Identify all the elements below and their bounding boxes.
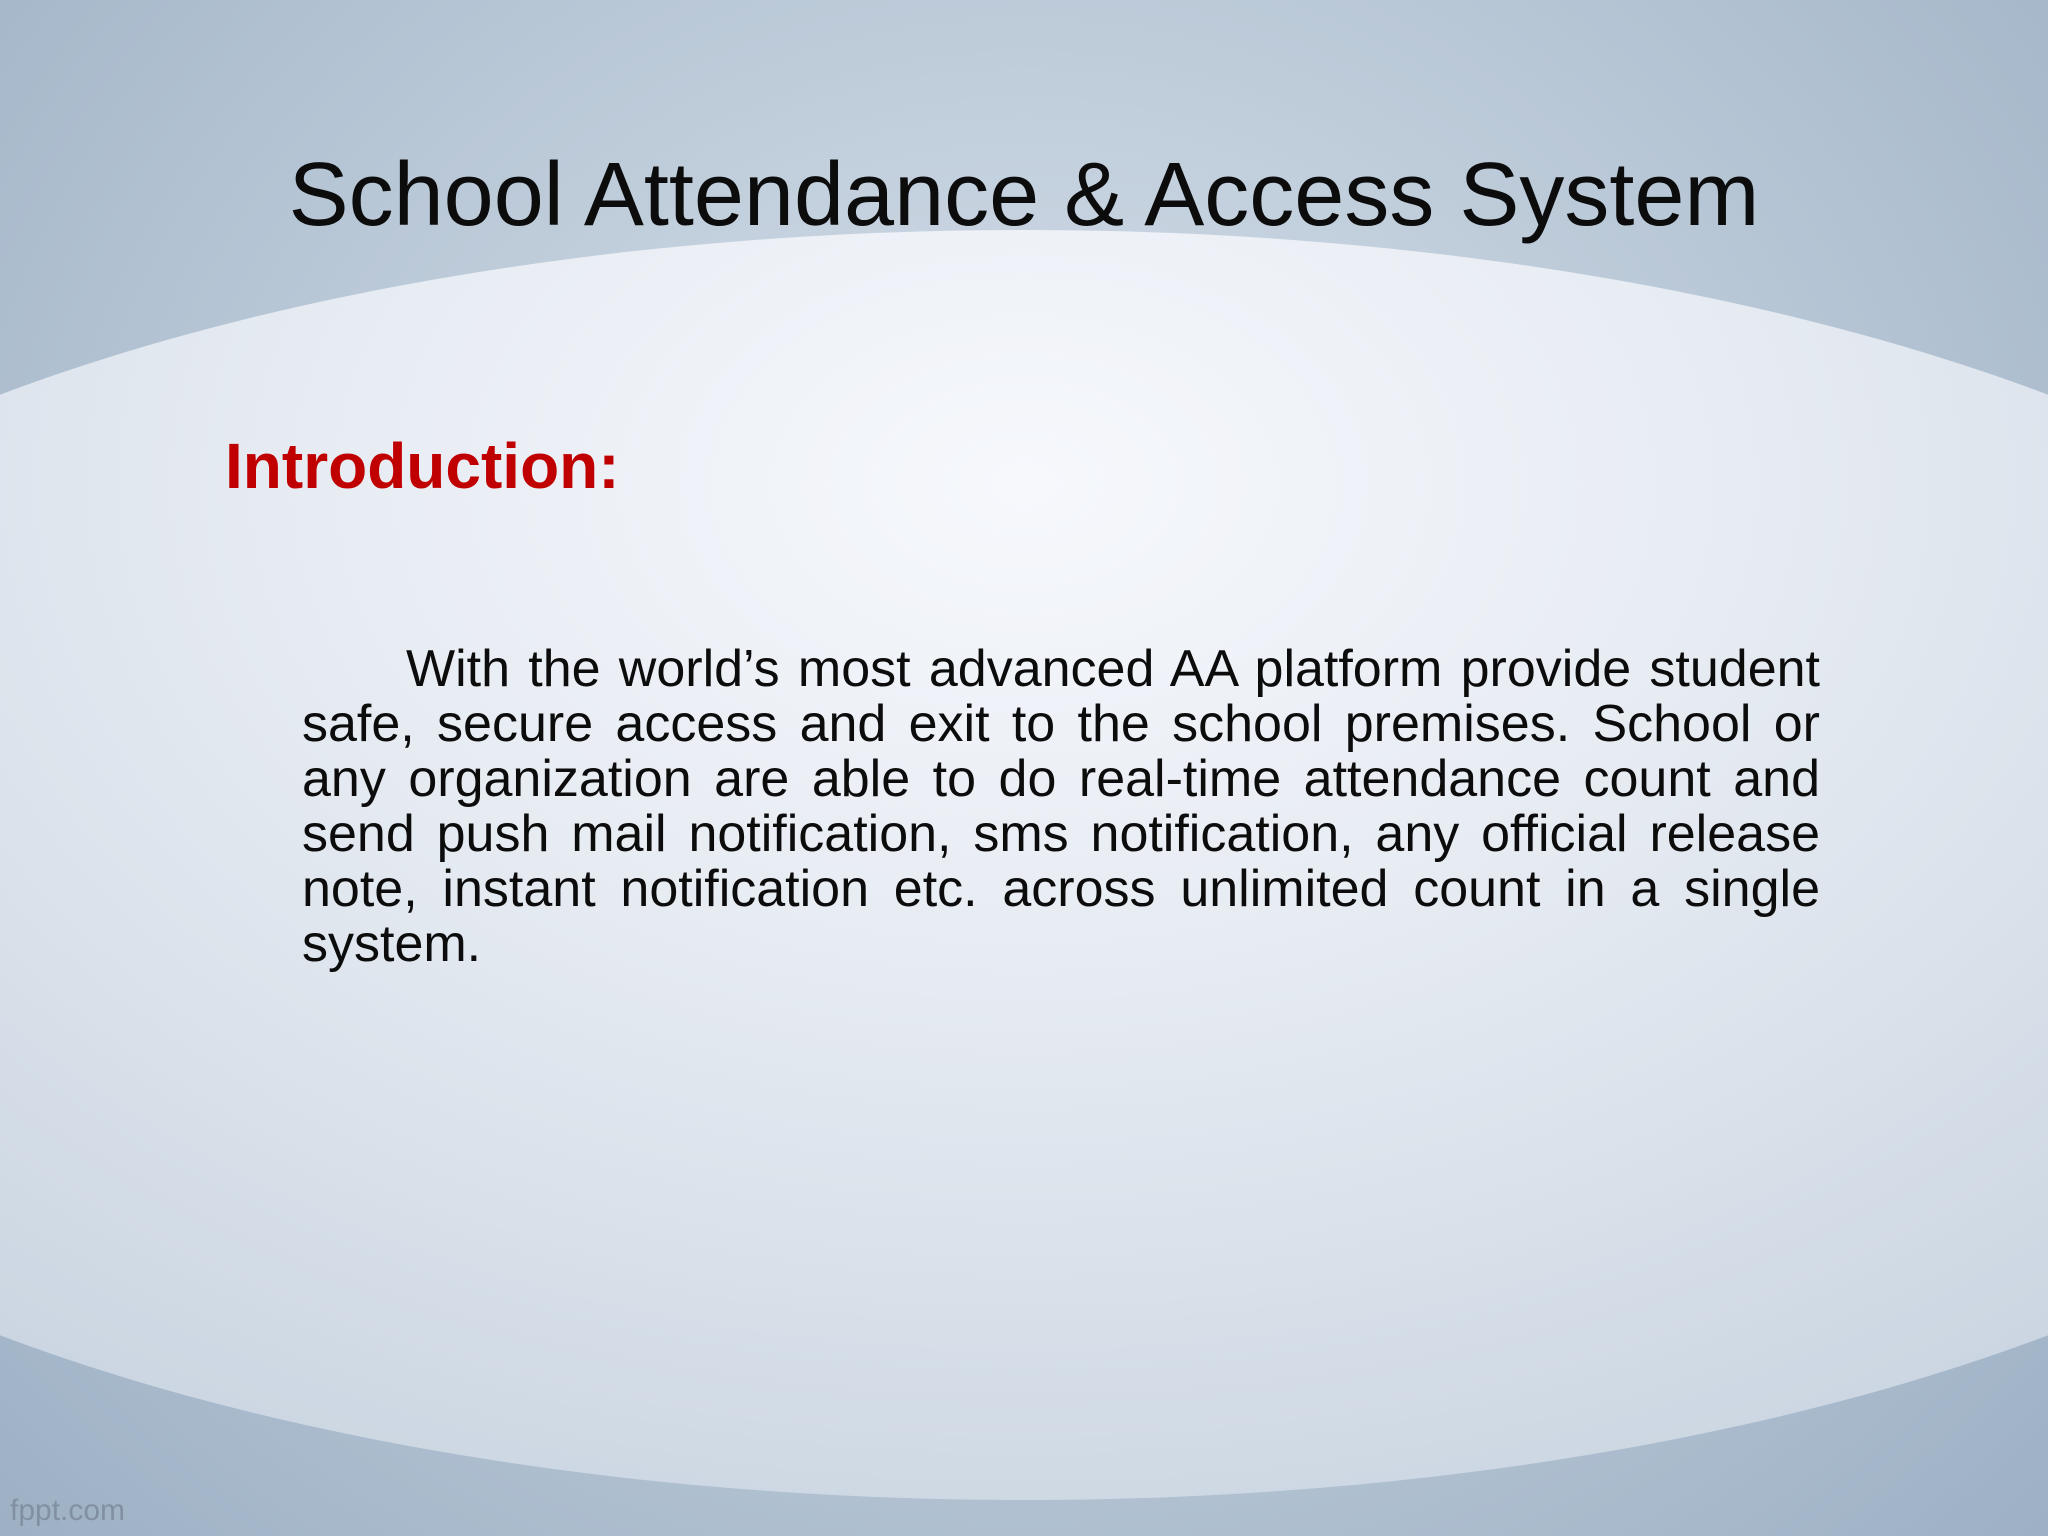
watermark-footer: fppt.com — [10, 1494, 126, 1527]
body-paragraph: With the world’s most advanced AA platform provide student safe, secure access and exit to the school premises. School or any organization are able to do real-time attendance count and send push mail notification, sms notification, any official release note, instant notification etc. across unlimited count in a single system. — [302, 640, 1820, 973]
section-heading: Introduction: — [225, 430, 620, 502]
slide-title: School Attendance & Access System — [288, 145, 1760, 245]
